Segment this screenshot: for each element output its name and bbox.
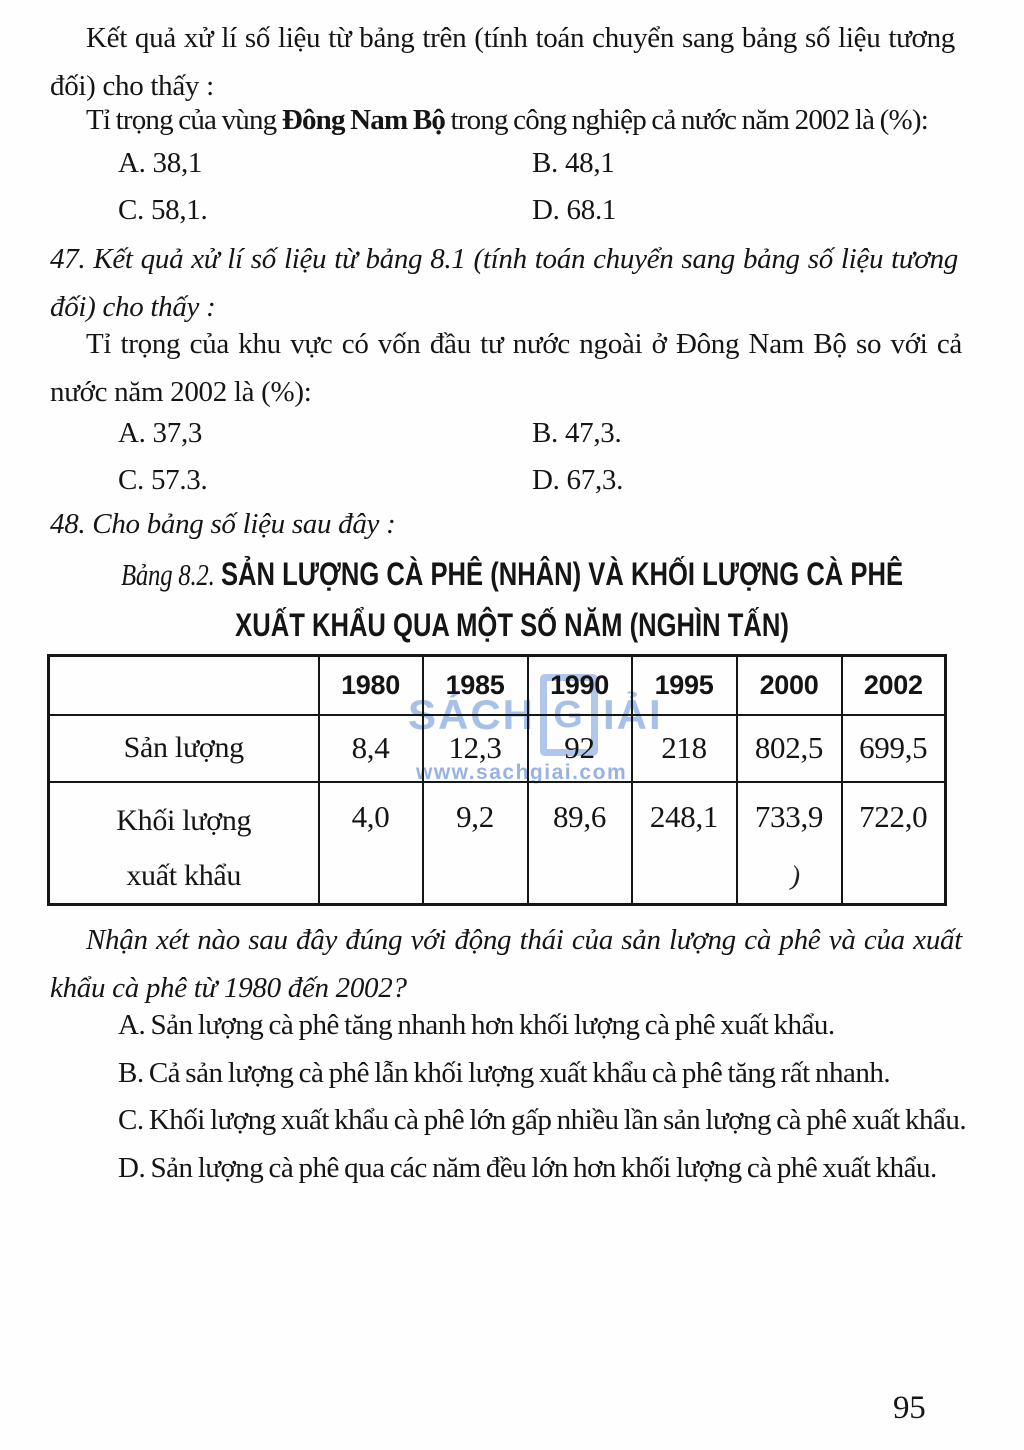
table-corner-cell [49,656,319,715]
year-header: 1995 [632,656,737,715]
answer-option-b: B. 48,1 [532,147,615,179]
table-cell: 89,6 [528,782,632,905]
page-number: 95 [893,1390,926,1426]
table-caption-title: SẢN LƯỢNG CÀ PHÊ (NHÂN) VÀ KHỐI LƯỢNG CÀ PHÊ XUẤT KHẨU QUA MỘT SỐ NĂM (NGHÌN TẤN) [220,556,904,643]
table-cell: 722,0 [842,782,946,905]
answer-option-d: D. 67,3. [532,464,624,496]
table-cell: 8,4 [319,715,423,782]
q48-options [118,1002,970,1192]
answer-option-d: D. 68.1 [532,194,617,226]
row-label: Sản lượng [49,715,319,782]
answer-option-a: A. Sản lượng cà phê tăng nhanh hơn khối lượng cà phê xuất khẩu. [118,1009,835,1041]
q46-question-prefix: Tỉ trọng của vùng [86,104,282,136]
q46-options [118,140,858,234]
answer-option-b: B. Cả sản lượng cà phê lẫn khối lượng xuất khẩu cà phê tăng rất nhanh. [118,1056,891,1089]
cell-value: 733,9 [754,798,824,834]
year-header: 1985 [423,656,528,715]
answer-option-c: C. Khối lượng xuất khẩu cà phê lớn gấp nhiều lần sản lượng cà phê xuất khẩu. [118,1104,967,1136]
answer-option-c: C. 58,1. [118,194,208,226]
watermark-logo-icon: G [540,674,598,756]
table-cell: 699,5 [842,715,946,782]
q46-question-suffix: trong công nghiệp cả nước năm 2002 là (%): [445,104,928,136]
table-caption-label: Bảng 8.2. [120,557,215,592]
table-cell: 218 [632,715,737,782]
watermark-text-right: IẢI [603,691,663,738]
stray-mark: ) [788,859,804,893]
answer-option-c: C. 57.3. [118,464,208,496]
year-header: 1990 [528,656,632,715]
q47-options [118,410,858,504]
table-row [49,715,946,782]
year-header: 2000 [737,656,842,715]
table-cell: 248,1 [632,782,737,905]
q47-intro-paragraph: 47. Kết quả xử lí số liệu từ bảng 8.1 (tính toán chuyển sang bảng số liệu tương đối) cho thấy : [50,243,958,323]
answer-option-a: A. 38,1 [118,147,203,179]
q46-question [50,96,980,144]
q47-question: Tỉ trọng của khu vực có vốn đầu tư nước ngoài ở Đông Nam Bộ so với cả nước năm 2002 là (%): [50,328,962,408]
table-row [49,782,946,905]
year-header: 2002 [842,656,946,715]
row-label [49,782,319,905]
watermark-text-left: SÁCH [408,691,536,738]
year-header: 1980 [319,656,423,715]
table-cell: 9,2 [423,782,528,905]
watermark-url: www.sachgiai.com [416,761,628,784]
q46-question-bold-region: Đông Nam Bộ [281,104,446,136]
row-label-text: Khối lượng xuất khẩu [116,803,252,892]
q48-intro: 48. Cho bảng số liệu sau đây : [50,508,396,540]
coffee-data-table [47,654,947,906]
table-cell: 4,0 [319,782,423,905]
answer-option-d: D. Sản lượng cà phê qua các năm đều lớn hơn khối lượng cà phê xuất khẩu. [118,1151,937,1184]
answer-option-a: A. 37,3 [118,417,203,449]
table-cell [737,782,842,905]
q48-question: Nhận xét nào sau đây đúng với động thái của sản lượng cà phê và của xuất khẩu cà phê từ 1980 đến 2002? [50,924,962,1004]
table-header-row [49,656,946,715]
table-cell: 12,3 [423,715,528,782]
table-caption [88,552,936,654]
answer-option-b: B. 47,3. [532,417,622,449]
table-cell: 802,5 [737,715,842,782]
table-cell: 92 [528,715,632,782]
q46-intro-paragraph: Kết quả xử lí số liệu từ bảng trên (tính toán chuyển sang bảng số liệu tương đối) cho thấy : [50,22,955,102]
